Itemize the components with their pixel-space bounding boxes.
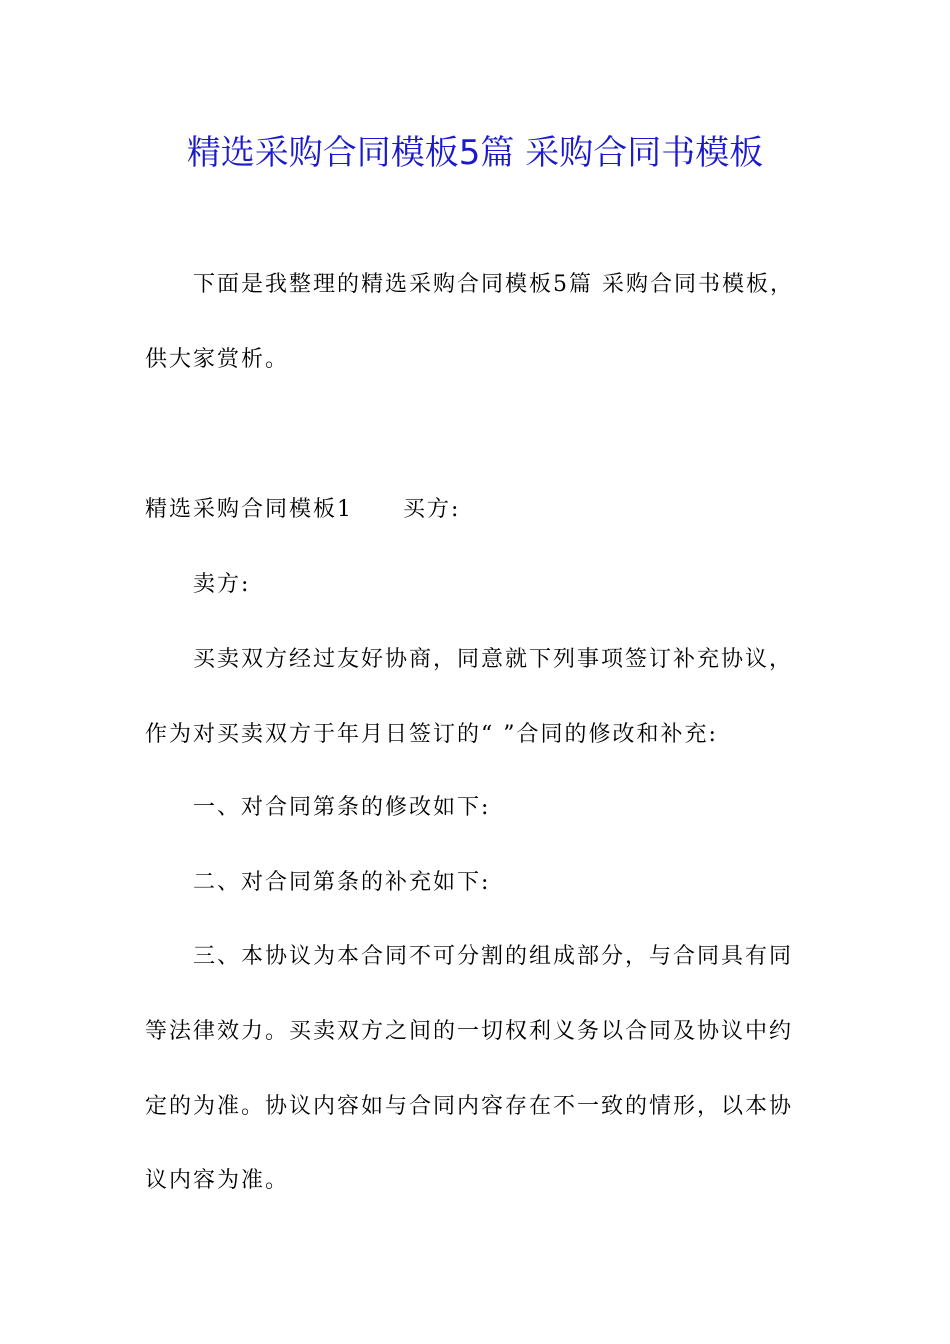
paragraph-1-line-1: 买卖双方经过友好协商，同意就下列事项签订补充协议， (193, 647, 794, 672)
document-title: 精选采购合同模板5篇 采购合同书模板 (186, 133, 764, 173)
clause-3-line-2: 等法律效力。买卖双方之间的一切权利义务以合同及协议中约 (145, 1019, 794, 1044)
intro-line-2: 供大家赏析。 (145, 347, 290, 372)
section-heading-row (145, 495, 460, 525)
clause-3-line-4: 议内容为准。 (145, 1168, 290, 1193)
section-heading: 精选采购合同模板1 (145, 497, 353, 522)
clause-1: 一、对合同第条的修改如下: (193, 795, 491, 820)
clause-3-line-1: 三、本协议为本合同不可分割的组成部分，与合同具有同 (193, 944, 794, 969)
seller-label: 卖方: (193, 572, 251, 597)
paragraph-1-line-2: 作为对买卖双方于年月日签订的“ ”合同的修改和补充: (145, 722, 718, 747)
clause-2: 二、对合同第条的补充如下: (193, 870, 491, 895)
intro-line-1: 下面是我整理的精选采购合同模板5篇 采购合同书模板， (193, 272, 794, 297)
buyer-label: 买方: (403, 497, 461, 522)
clause-3-line-3: 定的为准。协议内容如与合同内容存在不一致的情形，以本协 (145, 1094, 794, 1119)
